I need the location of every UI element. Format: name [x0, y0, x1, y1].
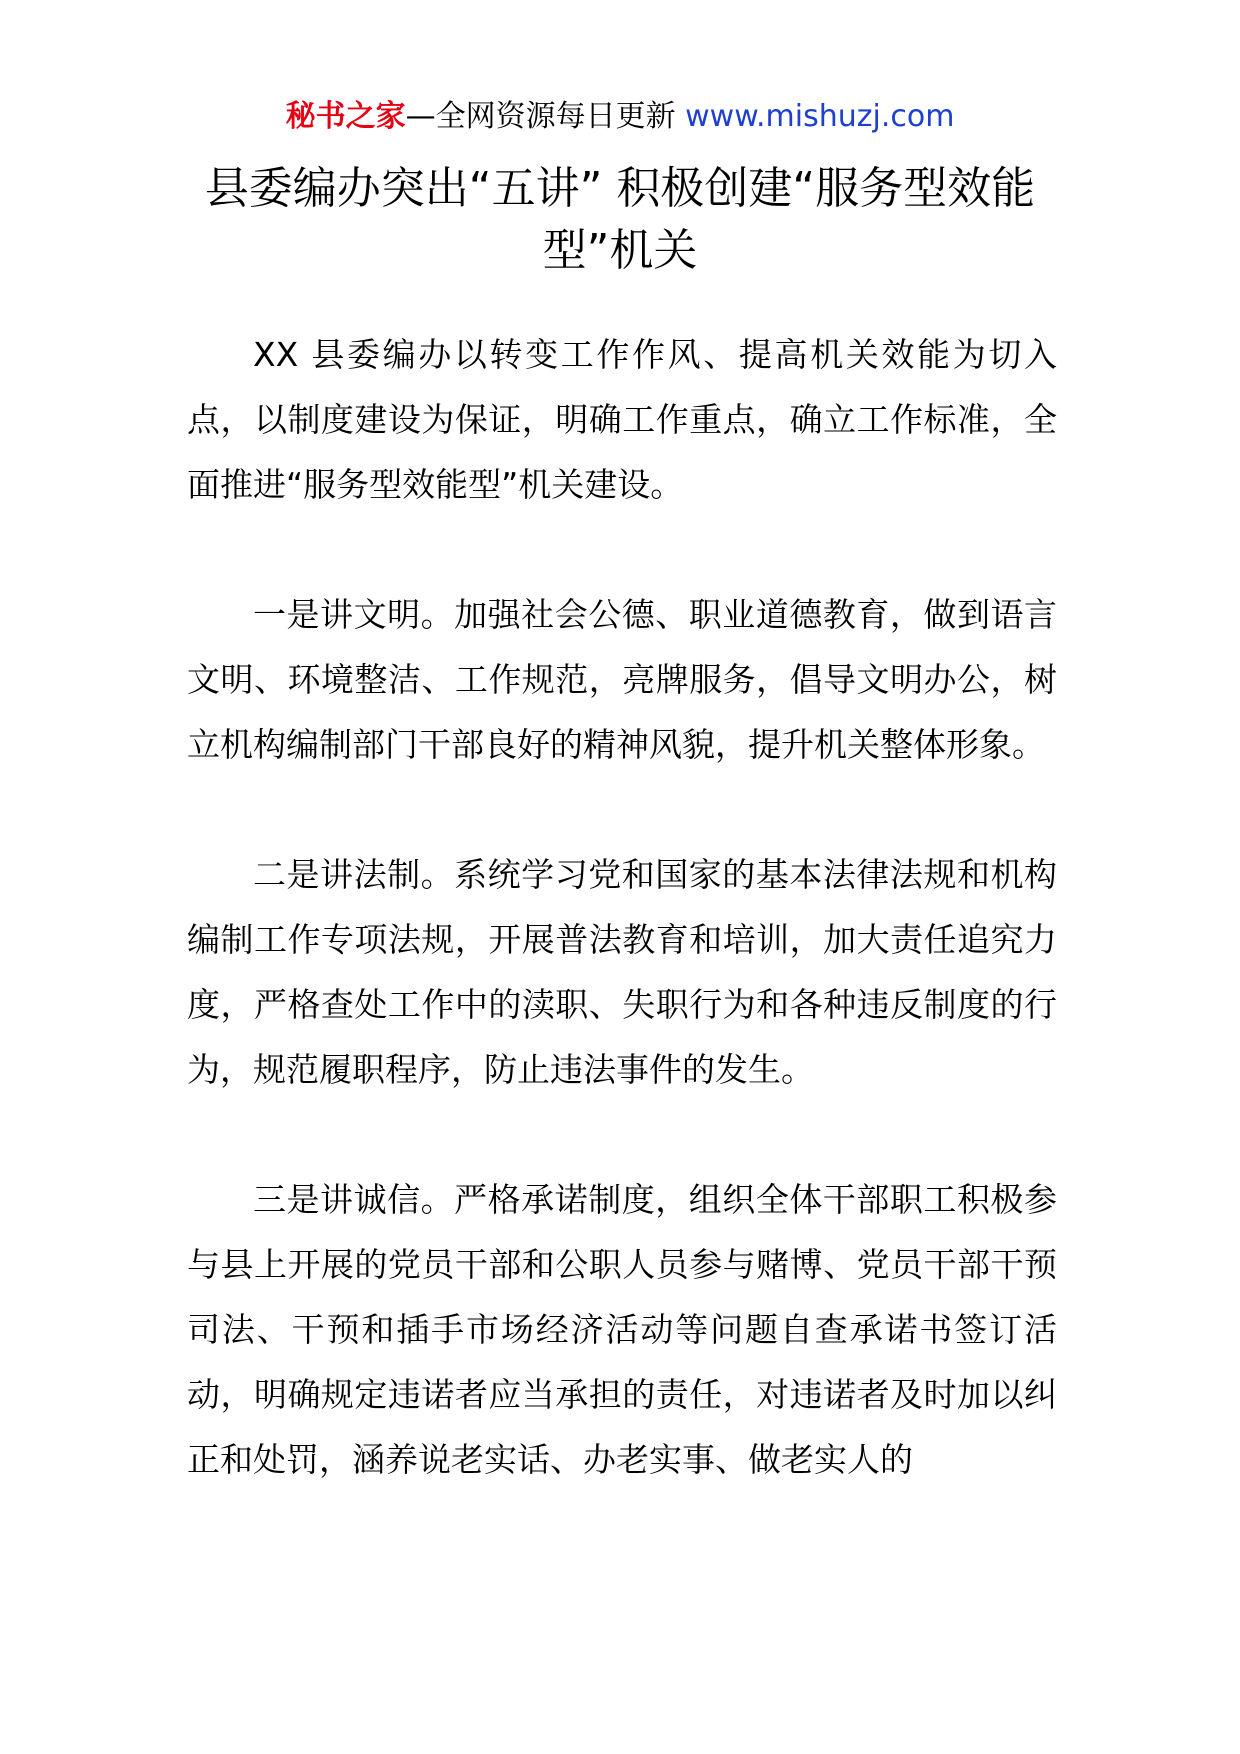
paragraph-legality: 二是讲法制。系统学习党和国家的基本法律法规和机构编制工作专项法规，开展普法教育和培训，加大责任追究力度，严格查处工作中的渎职、失职行为和各种违反制度的行为，规范履职程序，防止违法事件的发生。 — [187, 855, 1057, 1089]
paragraph-civility: 一是讲文明。加强社会公德、职业道德教育，做到语言文明、环境整洁、工作规范，亮牌服务，倡导文明办公，树立机构编制部门干部良好的精神风貌，提升机关整体形象。 — [187, 595, 1057, 764]
paragraph-intro: XX 县委编办以转变工作作风、提高机关效能为切入点，以制度建设为保证，明确工作重点，确立工作标准，全面推进“服务型效能型”机关建设。 — [187, 335, 1057, 504]
document-body — [187, 322, 1057, 1557]
document-title: 县委编办突出“五讲” 积极创建“服务型效能型”机关 — [204, 163, 1036, 276]
site-tagline: —全网资源每日更新 — [405, 99, 686, 134]
paragraph-integrity: 三是讲诚信。严格承诺制度，组织全体干部职工积极参与县上开展的党员干部和公职人员参与赌博、党员干部干预司法、干预和插手市场经济活动等问题自查承诺书签订活动，明确规定违诺者应当承担的责任，对违诺者及时加以纠正和处罚，涵养说老实话、办老实事、做老实人的 — [187, 1180, 1057, 1479]
site-brand[interactable]: 秘书之家 — [285, 99, 406, 134]
site-header — [0, 97, 1240, 137]
site-url-link[interactable]: www.mishuzj.com — [685, 99, 955, 134]
